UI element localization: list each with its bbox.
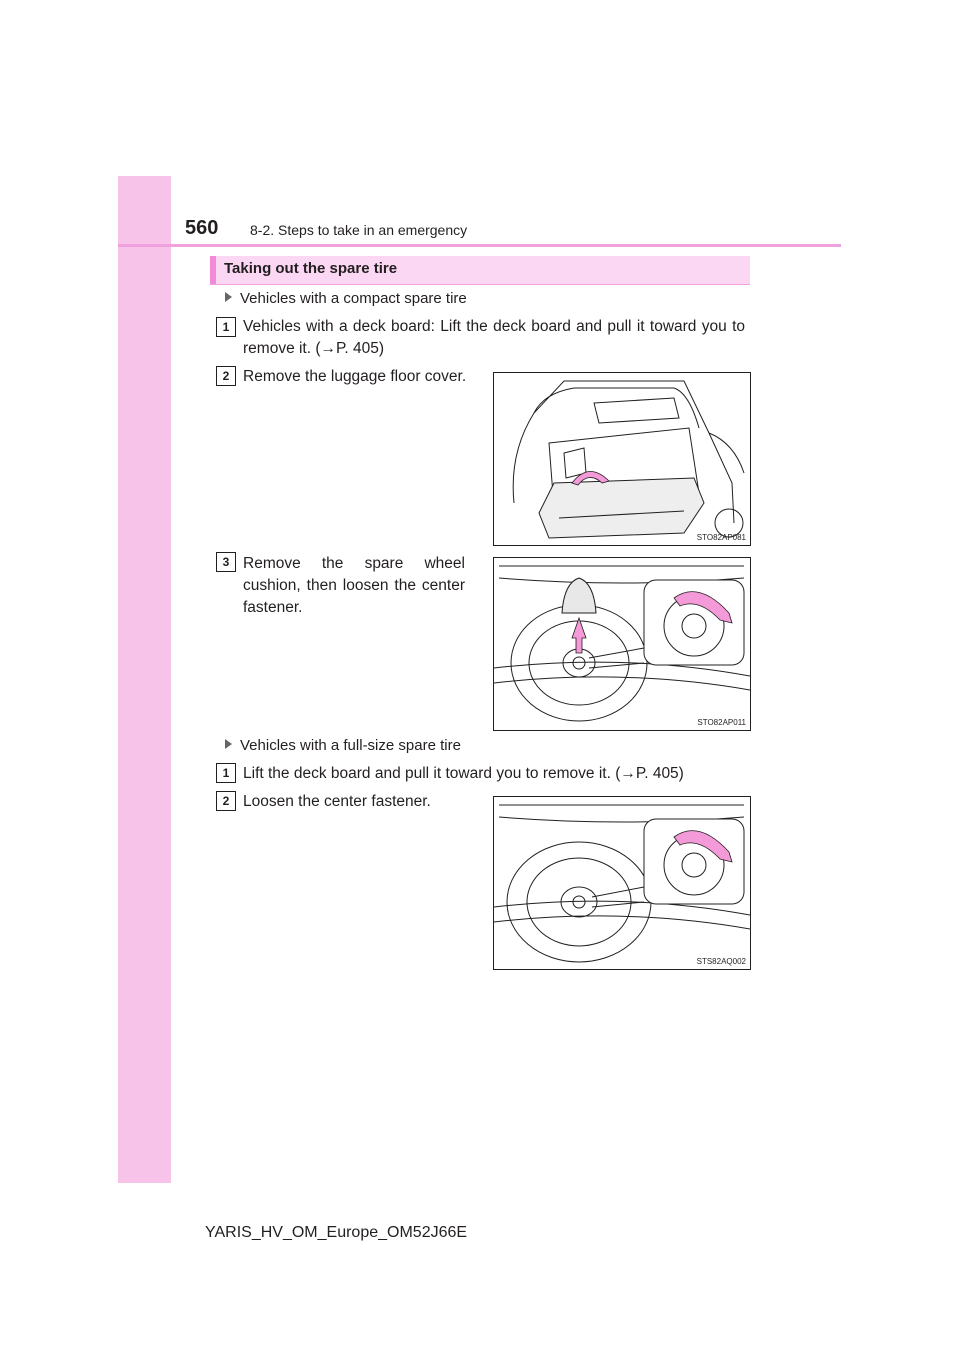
header-rule bbox=[118, 244, 841, 247]
figure-code: STS82AQ002 bbox=[696, 957, 746, 966]
banner-accent bbox=[210, 256, 216, 284]
up-arrow-icon bbox=[572, 618, 586, 653]
car-trunk-illustration bbox=[494, 373, 750, 545]
spare-wheel-illustration bbox=[494, 558, 750, 730]
fullsize-wheel-illustration bbox=[494, 797, 750, 969]
section-title: 8-2. Steps to take in an emergency bbox=[250, 222, 468, 238]
step-number-fullsize-1: 1 bbox=[216, 763, 236, 783]
step-number-1: 1 bbox=[216, 317, 236, 337]
variant-compact-label: Vehicles with a compact spare tire bbox=[225, 290, 467, 307]
section-banner bbox=[210, 256, 750, 285]
step-text-2: Remove the luggage floor cover. bbox=[243, 368, 467, 385]
page-number: 560 bbox=[185, 217, 219, 239]
step-text-3: Remove the spare wheel cushion, then loosen the center fastener. bbox=[243, 555, 465, 616]
step-number-2: 2 bbox=[216, 366, 236, 386]
page-side-tab bbox=[118, 176, 171, 1183]
figure-code: STO82AP081 bbox=[696, 533, 746, 542]
step-text-fullsize-2: Loosen the center fastener. bbox=[243, 793, 431, 810]
variant-fullsize-label: Vehicles with a full-size spare tire bbox=[225, 737, 461, 754]
step-text-1: Vehicles with a deck board: Lift the deck board and pull it toward you to remove it. (→P. 405) bbox=[243, 318, 745, 357]
figure-center-fastener bbox=[493, 796, 751, 970]
step-number-3: 3 bbox=[216, 552, 236, 572]
footer-doc-id: YARIS_HV_OM_Europe_OM52J66E bbox=[205, 1224, 468, 1241]
figure-spare-wheel-cushion bbox=[493, 557, 751, 731]
step-number-fullsize-2: 2 bbox=[216, 791, 236, 811]
figure-luggage-floor-cover bbox=[493, 372, 751, 546]
figure-code: STO82AP011 bbox=[697, 718, 746, 727]
triangle-bullet-icon bbox=[225, 739, 232, 749]
banner-title: Taking out the spare tire bbox=[224, 260, 398, 277]
triangle-bullet-icon bbox=[225, 292, 232, 302]
step-text-fullsize-1: Lift the deck board and pull it toward you to remove it. (→P. 405) bbox=[243, 765, 684, 782]
